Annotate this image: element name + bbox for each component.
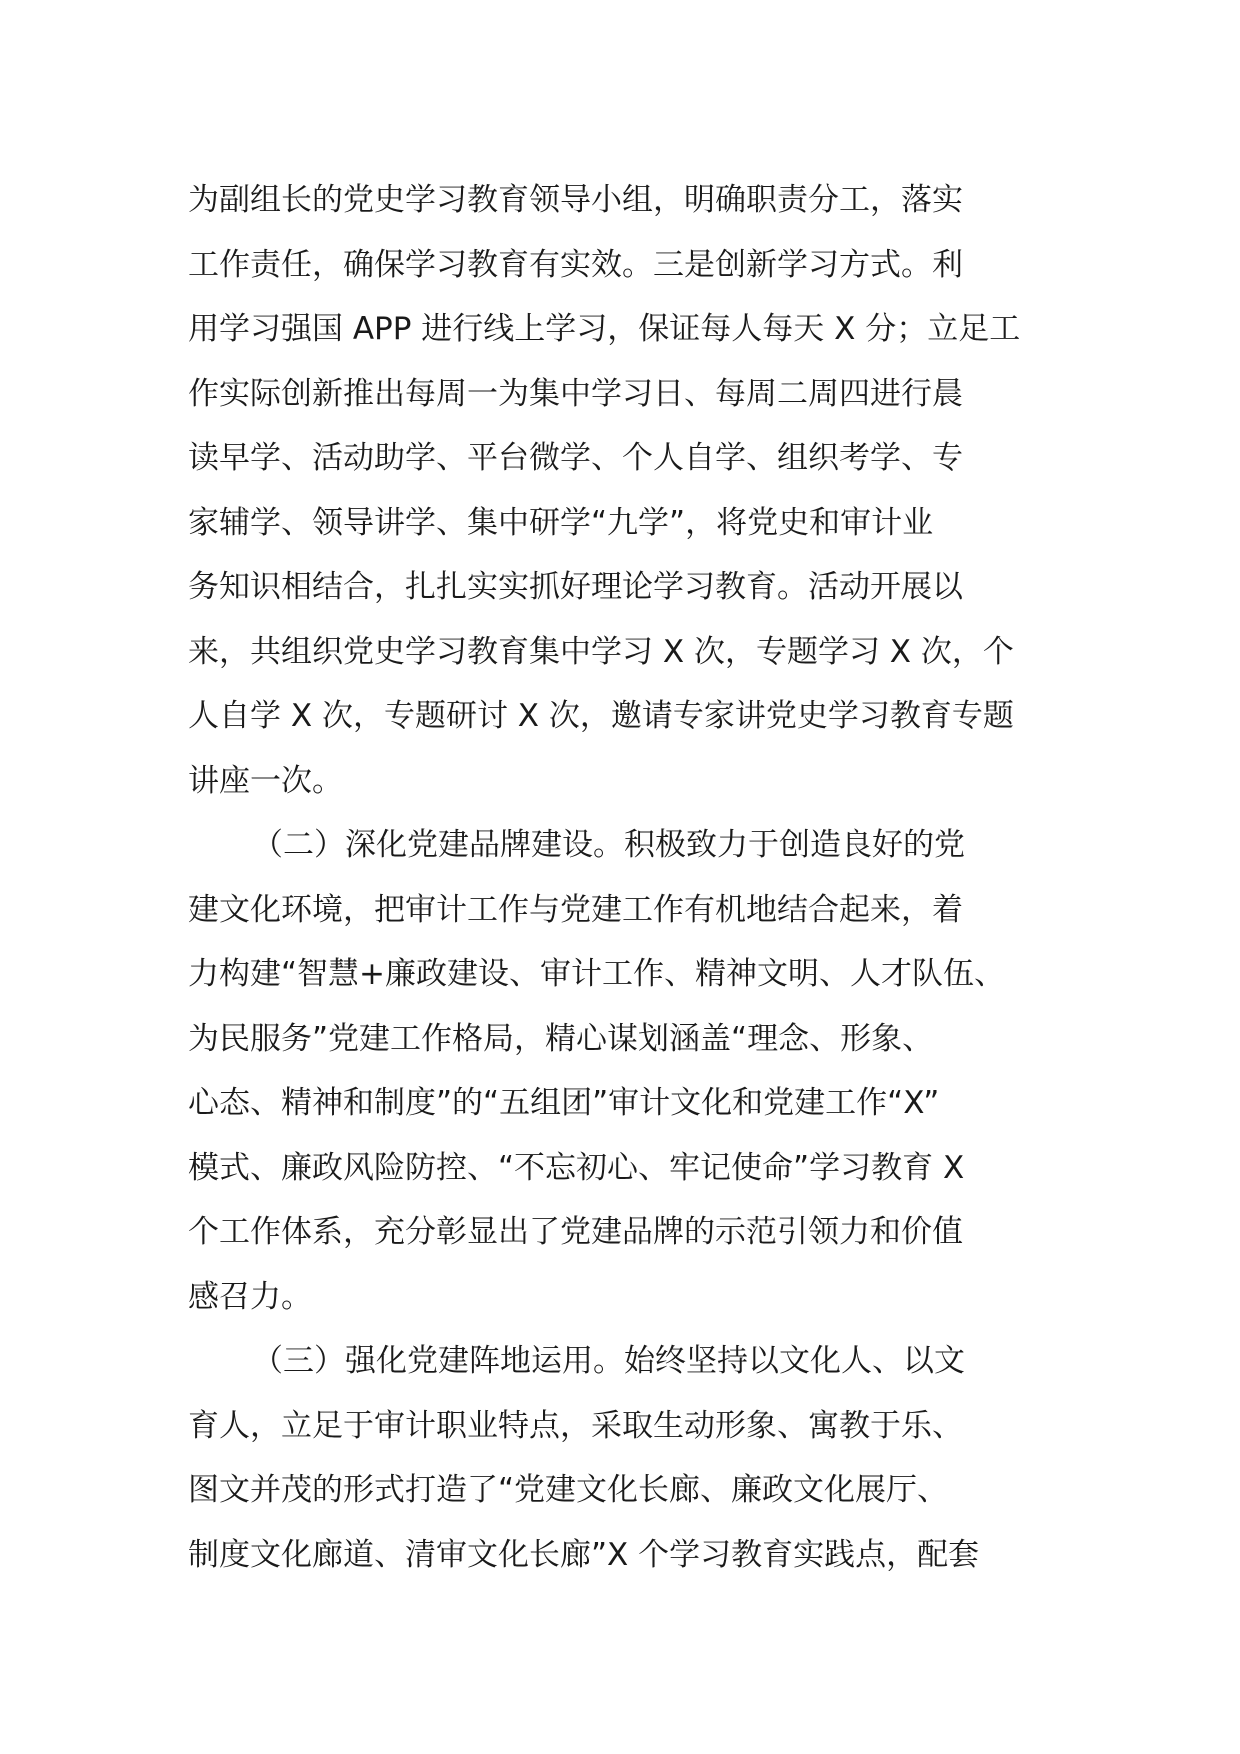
text-line: 来，共组织党史学习教育集中学习 X 次，专题学习 X 次，个 xyxy=(188,633,1014,670)
text-line: 讲座一次。 xyxy=(188,762,343,799)
text-line: 感召力。 xyxy=(188,1278,312,1315)
text-line: 为副组长的党史学习教育领导小组，明确职责分工，落实 xyxy=(188,182,963,218)
text-line: 为民服务”党建工作格局，精心谋划涵盖“理念、形象、 xyxy=(188,1020,934,1057)
text-line: 用学习强国 APP 进行线上学习，保证每人每天 X 分；立足工 xyxy=(188,311,1021,347)
text-line: 制度文化廊道、清审文化长廊”X 个学习教育实践点，配套 xyxy=(188,1536,980,1573)
text-line: 建文化环境，把审计工作与党建工作有机地结合起来，着 xyxy=(188,891,963,928)
text-line: 作实际创新推出每周一为集中学习日、每周二周四进行晨 xyxy=(188,375,963,412)
text-line: 图文并茂的形式打造了“党建文化长廊、廉政文化展厅、 xyxy=(188,1472,949,1508)
text-line: 人自学 X 次，专题研讨 X 次，邀请专家讲党史学习教育专题 xyxy=(188,698,1014,734)
paragraph-start-line: （二）深化党建品牌建设。积极致力于创造良好的党 xyxy=(252,827,965,863)
text-line: 育人，立足于审计职业特点，采取生动形象、寓教于乐、 xyxy=(188,1407,963,1444)
text-line: 模式、廉政风险防控、“不忘初心、牢记使命”学习教育 X xyxy=(188,1149,965,1186)
text-line: 力构建“智慧+廉政建设、审计工作、精神文明、人才队伍、 xyxy=(188,956,1006,992)
text-line: 务知识相结合，扎扎实实抓好理论学习教育。活动开展以 xyxy=(188,569,963,605)
text-line: 读早学、活动助学、平台微学、个人自学、组织考学、专 xyxy=(188,440,963,476)
text-line: 工作责任，确保学习教育有实效。三是创新学习方式。利 xyxy=(188,246,963,283)
paragraph-start-line: （三）强化党建阵地运用。始终坚持以文化人、以文 xyxy=(252,1343,965,1379)
body-text xyxy=(188,168,1068,1587)
text-line: 个工作体系，充分彰显出了党建品牌的示范引领力和价值 xyxy=(188,1214,963,1250)
text-line: 家辅学、领导讲学、集中研学“九学”，将党史和审计业 xyxy=(188,504,934,541)
text-line: 心态、精神和制度”的“五组团”审计文化和党建工作“X” xyxy=(188,1085,940,1121)
